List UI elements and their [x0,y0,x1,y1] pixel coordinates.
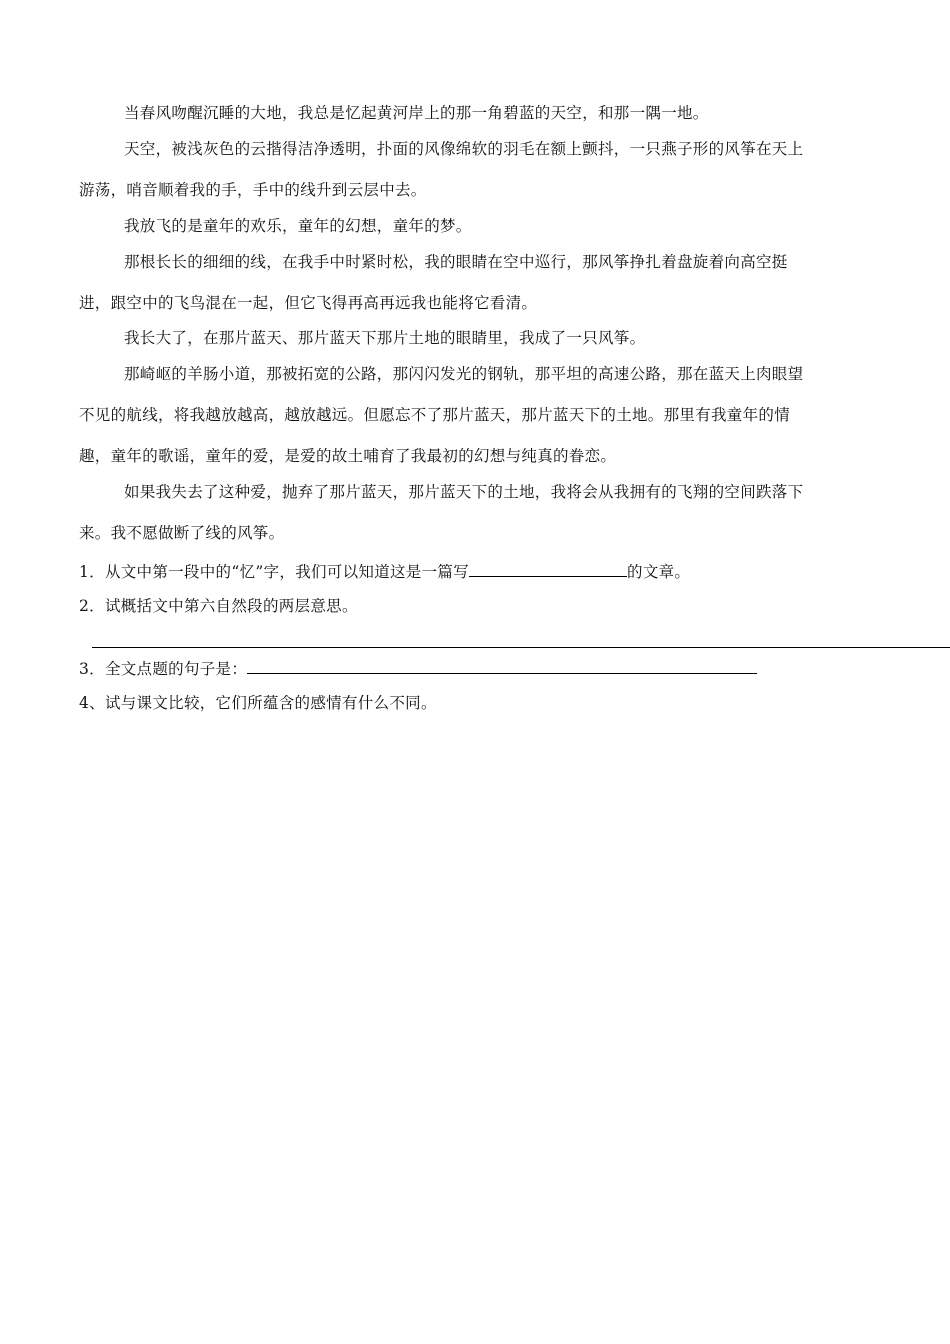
passage-line-12: 来。我不愿做断了线的风筝。 [79,524,285,542]
passage-line-6: 进，跟空中的飞鸟混在一起，但它飞得再高再远我也能将它看清。 [79,294,538,312]
passage-line-4: 我放飞的是童年的欢乐，童年的幻想，童年的梦。 [124,217,472,235]
passage-line-5: 那根长长的细细的线，在我手中时紧时松，我的眼睛在空中巡行，那风筝挣扎着盘旋着向高空挺 [124,253,788,271]
passage-line-9: 不见的航线，将我越放越高，越放越远。但愿忘不了那片蓝天，那片蓝天下的土地。那里有我童年的情 [79,406,791,424]
passage-line-1: 当春风吻醒沉睡的大地，我总是忆起黄河岸上的那一角碧蓝的天空，和那一隅一地。 [124,104,709,122]
passage-line-10: 趣，童年的歌谣，童年的爱，是爱的故土哺育了我最初的幻想与纯真的眷恋。 [79,447,617,465]
passage-line-3: 游荡，哨音顺着我的手，手中的线升到云层中去。 [79,181,427,199]
question-1-suffix: 的文章。 [627,563,691,581]
question-3-prompt: 3．全文点题的句子是： [79,660,248,678]
question-1-prompt: 1．从文中第一段中的“忆”字，我们可以知道这是一篇写 [79,563,470,581]
passage-line-11: 如果我失去了这种爱，抛弃了那片蓝天，那片蓝天下的土地，我将会从我拥有的飞翔的空间跌落下 [124,483,804,501]
question-1 [79,560,690,582]
passage-line-7: 我长大了，在那片蓝天、那片蓝天下那片土地的眼睛里，我成了一只风筝。 [124,329,646,347]
passage-line-8: 那崎岖的羊肠小道，那被拓宽的公路，那闪闪发光的钢轨，那平坦的高速公路，那在蓝天上肉眼望 [124,365,804,383]
question-4: 4、试与课文比较，它们所蕴含的感情有什么不同。 [79,694,437,712]
question-1-answer-blank[interactable] [469,560,627,577]
question-2: 2．试概括文中第六自然段的两层意思。 [79,597,358,615]
question-3-answer-blank[interactable] [247,657,757,674]
question-3 [79,657,757,679]
question-2-answer-line[interactable] [92,647,950,648]
passage-line-2: 天空，被浅灰色的云揩得洁净透明，扑面的风像绵软的羽毛在额上颤抖，一只燕子形的风筝在天上 [124,140,804,158]
